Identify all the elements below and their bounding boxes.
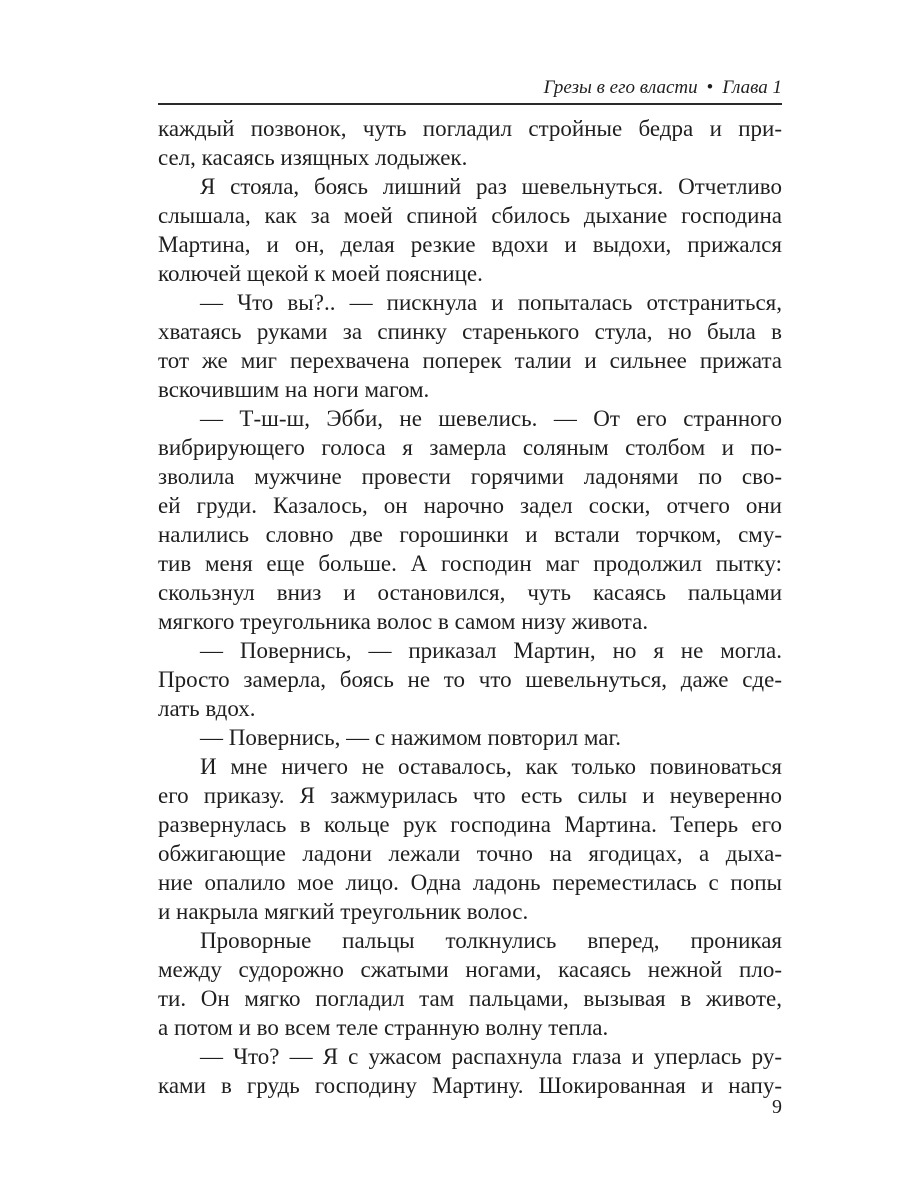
running-head bbox=[158, 74, 782, 102]
text-line: его приказу. Я зажмурилась что есть силы и неуверенно bbox=[158, 783, 782, 808]
text-line: колючей щекой к моей пояснице. bbox=[158, 261, 483, 286]
text-line: зволила мужчине провести горячими ладонями по сво- bbox=[158, 464, 782, 489]
text-line: скользнул вниз и остановился, чуть касаясь пальцами bbox=[158, 580, 782, 605]
text-line: каждый позвонок, чуть погладил стройные бедра и при- bbox=[158, 116, 782, 141]
text-line: лать вдох. bbox=[158, 696, 256, 721]
text-line: развернулась в кольце рук господина Мартина. Теперь его bbox=[158, 812, 782, 837]
text-line: и накрыла мягкий треугольник волос. bbox=[158, 899, 529, 924]
text-line: а потом и во всем теле странную волну тепла. bbox=[158, 1015, 609, 1040]
text-line: Проворные пальцы толкнулись вперед, проникая bbox=[200, 928, 782, 953]
text-line: ние опалило мое лицо. Одна ладонь переместилась с попы bbox=[158, 870, 782, 895]
text-line: Я стояла, боясь лишний раз шевельнуться. Отчетливо bbox=[200, 174, 782, 199]
text-line: ками в грудь господину Мартину. Шокированная и напу- bbox=[158, 1073, 782, 1098]
text-line: вибрирующего голоса я замерла соляным столбом и по- bbox=[158, 435, 782, 460]
text-line: слышала, как за моей спиной сбилось дыхание господина bbox=[158, 203, 782, 228]
text-line: И мне ничего не оставалось, как только повиноваться bbox=[200, 754, 782, 779]
chapter-label: Глава 1 bbox=[722, 77, 782, 98]
text-line: — Что? — Я с ужасом распахнула глаза и уперлась ру- bbox=[200, 1044, 782, 1069]
text-line: Мартина, и он, делая резкие вдохи и выдохи, прижался bbox=[158, 232, 782, 257]
text-line: — Повернись, — приказал Мартин, но я не могла. bbox=[200, 638, 782, 663]
book-title: Грезы в его власти bbox=[543, 77, 698, 98]
page-number: 9 bbox=[772, 1096, 782, 1118]
text-line: тот же миг перехвачена поперек талии и сильнее прижата bbox=[158, 348, 782, 373]
text-line: мягкого треугольника волос в самом низу живота. bbox=[158, 609, 649, 634]
text-line: — Что вы?.. — пискнула и попыталась отстраниться, bbox=[200, 290, 782, 315]
text-line: хватаясь руками за спинку старенького стула, но была в bbox=[158, 319, 782, 344]
text-line: обжигающие ладони лежали точно на ягодицах, а дыха- bbox=[158, 841, 782, 866]
text-line: тив меня еще больше. А господин маг продолжил пытку: bbox=[158, 551, 782, 576]
text-line: ей груди. Казалось, он нарочно задел соски, отчего они bbox=[158, 493, 782, 518]
body-text bbox=[158, 114, 782, 1100]
text-line: сел, касаясь изящных лодыжек. bbox=[158, 145, 468, 170]
text-line: ти. Он мягко погладил там пальцами, вызывая в животе, bbox=[158, 986, 782, 1011]
text-line: — Повернись, — с нажимом повторил маг. bbox=[200, 725, 622, 750]
text-line: — Т-ш-ш, Эбби, не шевелись. — От его странного bbox=[200, 406, 782, 431]
text-line: Просто замерла, боясь не то что шевельнуться, даже сде- bbox=[158, 667, 782, 692]
header-rule bbox=[158, 103, 782, 105]
header-separator: • bbox=[706, 77, 714, 98]
text-line: между судорожно сжатыми ногами, касаясь нежной пло- bbox=[158, 957, 782, 982]
text-line: налились словно две горошинки и встали торчком, сму- bbox=[158, 522, 782, 547]
text-line: вскочившим на ноги магом. bbox=[158, 377, 430, 402]
